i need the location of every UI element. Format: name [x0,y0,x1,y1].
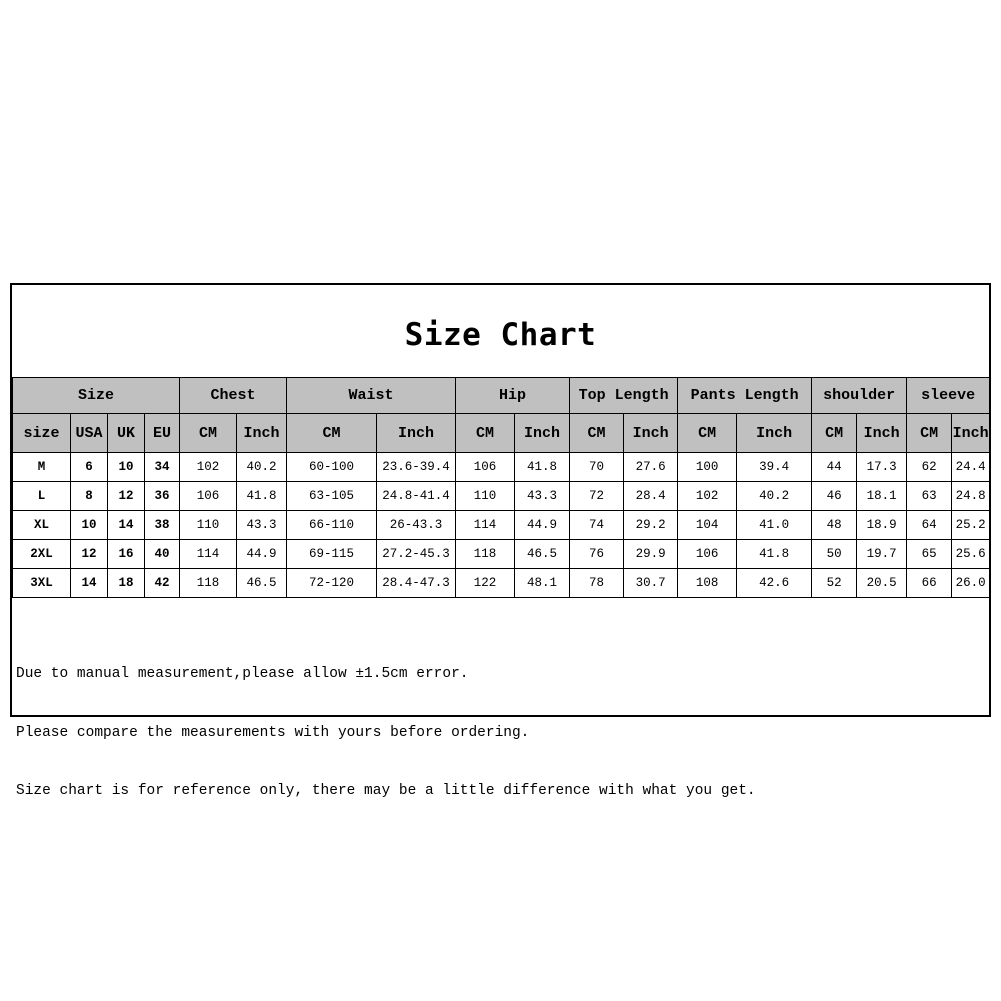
table-cell: 114 [456,511,515,540]
table-cell: 50 [812,540,857,569]
table-cell: 66 [907,569,952,598]
sub-header-usa: USA [71,414,108,453]
table-cell: 114 [180,540,237,569]
title-area [12,285,989,377]
table-cell: 29.9 [624,540,678,569]
table-cell: 25.2 [952,511,990,540]
table-cell: 24.8 [952,482,990,511]
table-cell: 10 [71,511,108,540]
notes [12,598,989,841]
table-cell: 27.6 [624,453,678,482]
table-cell: 41.8 [515,453,570,482]
table-cell: 41.8 [237,482,287,511]
table-cell: 30.7 [624,569,678,598]
table-cell: 110 [180,511,237,540]
table-row [13,540,990,569]
sub-header-hip-inch: Inch [515,414,570,453]
table-cell: 24.4 [952,453,990,482]
sub-header-top-length-cm: CM [570,414,624,453]
table-cell: 12 [108,482,145,511]
table-cell: 29.2 [624,511,678,540]
table-cell: L [13,482,71,511]
table-cell: 44.9 [237,540,287,569]
table-cell: 38 [145,511,180,540]
table-cell: 2XL [13,540,71,569]
table-cell: 41.8 [737,540,812,569]
table-cell: 18 [108,569,145,598]
table-cell: 104 [678,511,737,540]
sub-header-waist-inch: Inch [377,414,456,453]
sub-header-eu: EU [145,414,180,453]
sub-header-shoulder-cm: CM [812,414,857,453]
table-cell: 44 [812,453,857,482]
table-cell: 10 [108,453,145,482]
table-cell: 63-105 [287,482,377,511]
group-header-hip: Hip [456,378,570,414]
table-cell: 3XL [13,569,71,598]
group-header-top-length: Top Length [570,378,678,414]
table-cell: 34 [145,453,180,482]
table-cell: 108 [678,569,737,598]
table-cell: 65 [907,540,952,569]
table-cell: 18.1 [857,482,907,511]
table-cell: 27.2-45.3 [377,540,456,569]
table-cell: 46 [812,482,857,511]
table-cell: 14 [108,511,145,540]
size-table [12,377,990,598]
table-cell: 44.9 [515,511,570,540]
table-cell: 43.3 [515,482,570,511]
table-cell: 14 [71,569,108,598]
sub-header-size: size [13,414,71,453]
table-cell: 42.6 [737,569,812,598]
table-cell: 106 [678,540,737,569]
table-cell: 70 [570,453,624,482]
table-cell: 16 [108,540,145,569]
note-compare-measurements: Please compare the measurements with yours before ordering. [16,724,530,741]
sub-header-top-length-inch: Inch [624,414,678,453]
sub-header-pants-length-cm: CM [678,414,737,453]
size-chart [10,283,991,799]
table-cell: 40.2 [237,453,287,482]
table-cell: 48.1 [515,569,570,598]
table-cell: 63 [907,482,952,511]
table-cell: 72-120 [287,569,377,598]
table-cell: 66-110 [287,511,377,540]
table-cell: 52 [812,569,857,598]
sub-header-row [13,414,990,453]
group-header-shoulder: shoulder [812,378,907,414]
sub-header-waist-cm: CM [287,414,377,453]
table-cell: 28.4-47.3 [377,569,456,598]
table-cell: 8 [71,482,108,511]
table-cell: 48 [812,511,857,540]
table-cell: 41.0 [737,511,812,540]
table-cell: 39.4 [737,453,812,482]
table-cell: 12 [71,540,108,569]
table-cell: 42 [145,569,180,598]
table-cell: 25.6 [952,540,990,569]
group-header-size: Size [13,378,180,414]
table-cell: 19.7 [857,540,907,569]
table-cell: 6 [71,453,108,482]
table-cell: 26.0 [952,569,990,598]
table-row [13,569,990,598]
table-cell: 26-43.3 [377,511,456,540]
note-measurement-error: Due to manual measurement,please allow ±1.5cm error. [16,666,469,682]
table-cell: 122 [456,569,515,598]
sub-header-sleeve-inch: Inch [952,414,990,453]
table-cell: 118 [180,569,237,598]
table-cell: 24.8-41.4 [377,482,456,511]
table-cell: 23.6-39.4 [377,453,456,482]
sub-header-pants-length-inch: Inch [737,414,812,453]
table-cell: 78 [570,569,624,598]
table-cell: 102 [180,453,237,482]
group-header-pants-length: Pants Length [678,378,812,414]
table-cell: 76 [570,540,624,569]
table-cell: 18.9 [857,511,907,540]
table-cell: 40 [145,540,180,569]
table-cell: 102 [678,482,737,511]
table-cell: 40.2 [737,482,812,511]
table-cell: 62 [907,453,952,482]
table-cell: XL [13,511,71,540]
sub-header-uk: UK [108,414,145,453]
table-row [13,453,990,482]
chart-title: Size Chart [404,317,597,353]
sub-header-chest-inch: Inch [237,414,287,453]
table-cell: M [13,453,71,482]
table-cell: 72 [570,482,624,511]
group-header-sleeve: sleeve [907,378,990,414]
sub-header-sleeve-cm: CM [907,414,952,453]
table-cell: 28.4 [624,482,678,511]
table-cell: 110 [456,482,515,511]
table-cell: 46.5 [515,540,570,569]
sub-header-chest-cm: CM [180,414,237,453]
table-cell: 74 [570,511,624,540]
group-header-row [13,378,990,414]
table-cell: 106 [180,482,237,511]
table-cell: 118 [456,540,515,569]
table-cell: 17.3 [857,453,907,482]
table-cell: 69-115 [287,540,377,569]
sub-header-shoulder-inch: Inch [857,414,907,453]
table-cell: 100 [678,453,737,482]
group-header-chest: Chest [180,378,287,414]
table-cell: 60-100 [287,453,377,482]
table-cell: 36 [145,482,180,511]
table-cell: 64 [907,511,952,540]
table-row [13,511,990,540]
table-cell: 20.5 [857,569,907,598]
table-cell: 46.5 [237,569,287,598]
table-cell: 43.3 [237,511,287,540]
note-reference-only: Size chart is for reference only, there may be a little difference with what you get. [16,783,756,799]
sub-header-hip-cm: CM [456,414,515,453]
table-cell: 106 [456,453,515,482]
table-row [13,482,990,511]
group-header-waist: Waist [287,378,456,414]
